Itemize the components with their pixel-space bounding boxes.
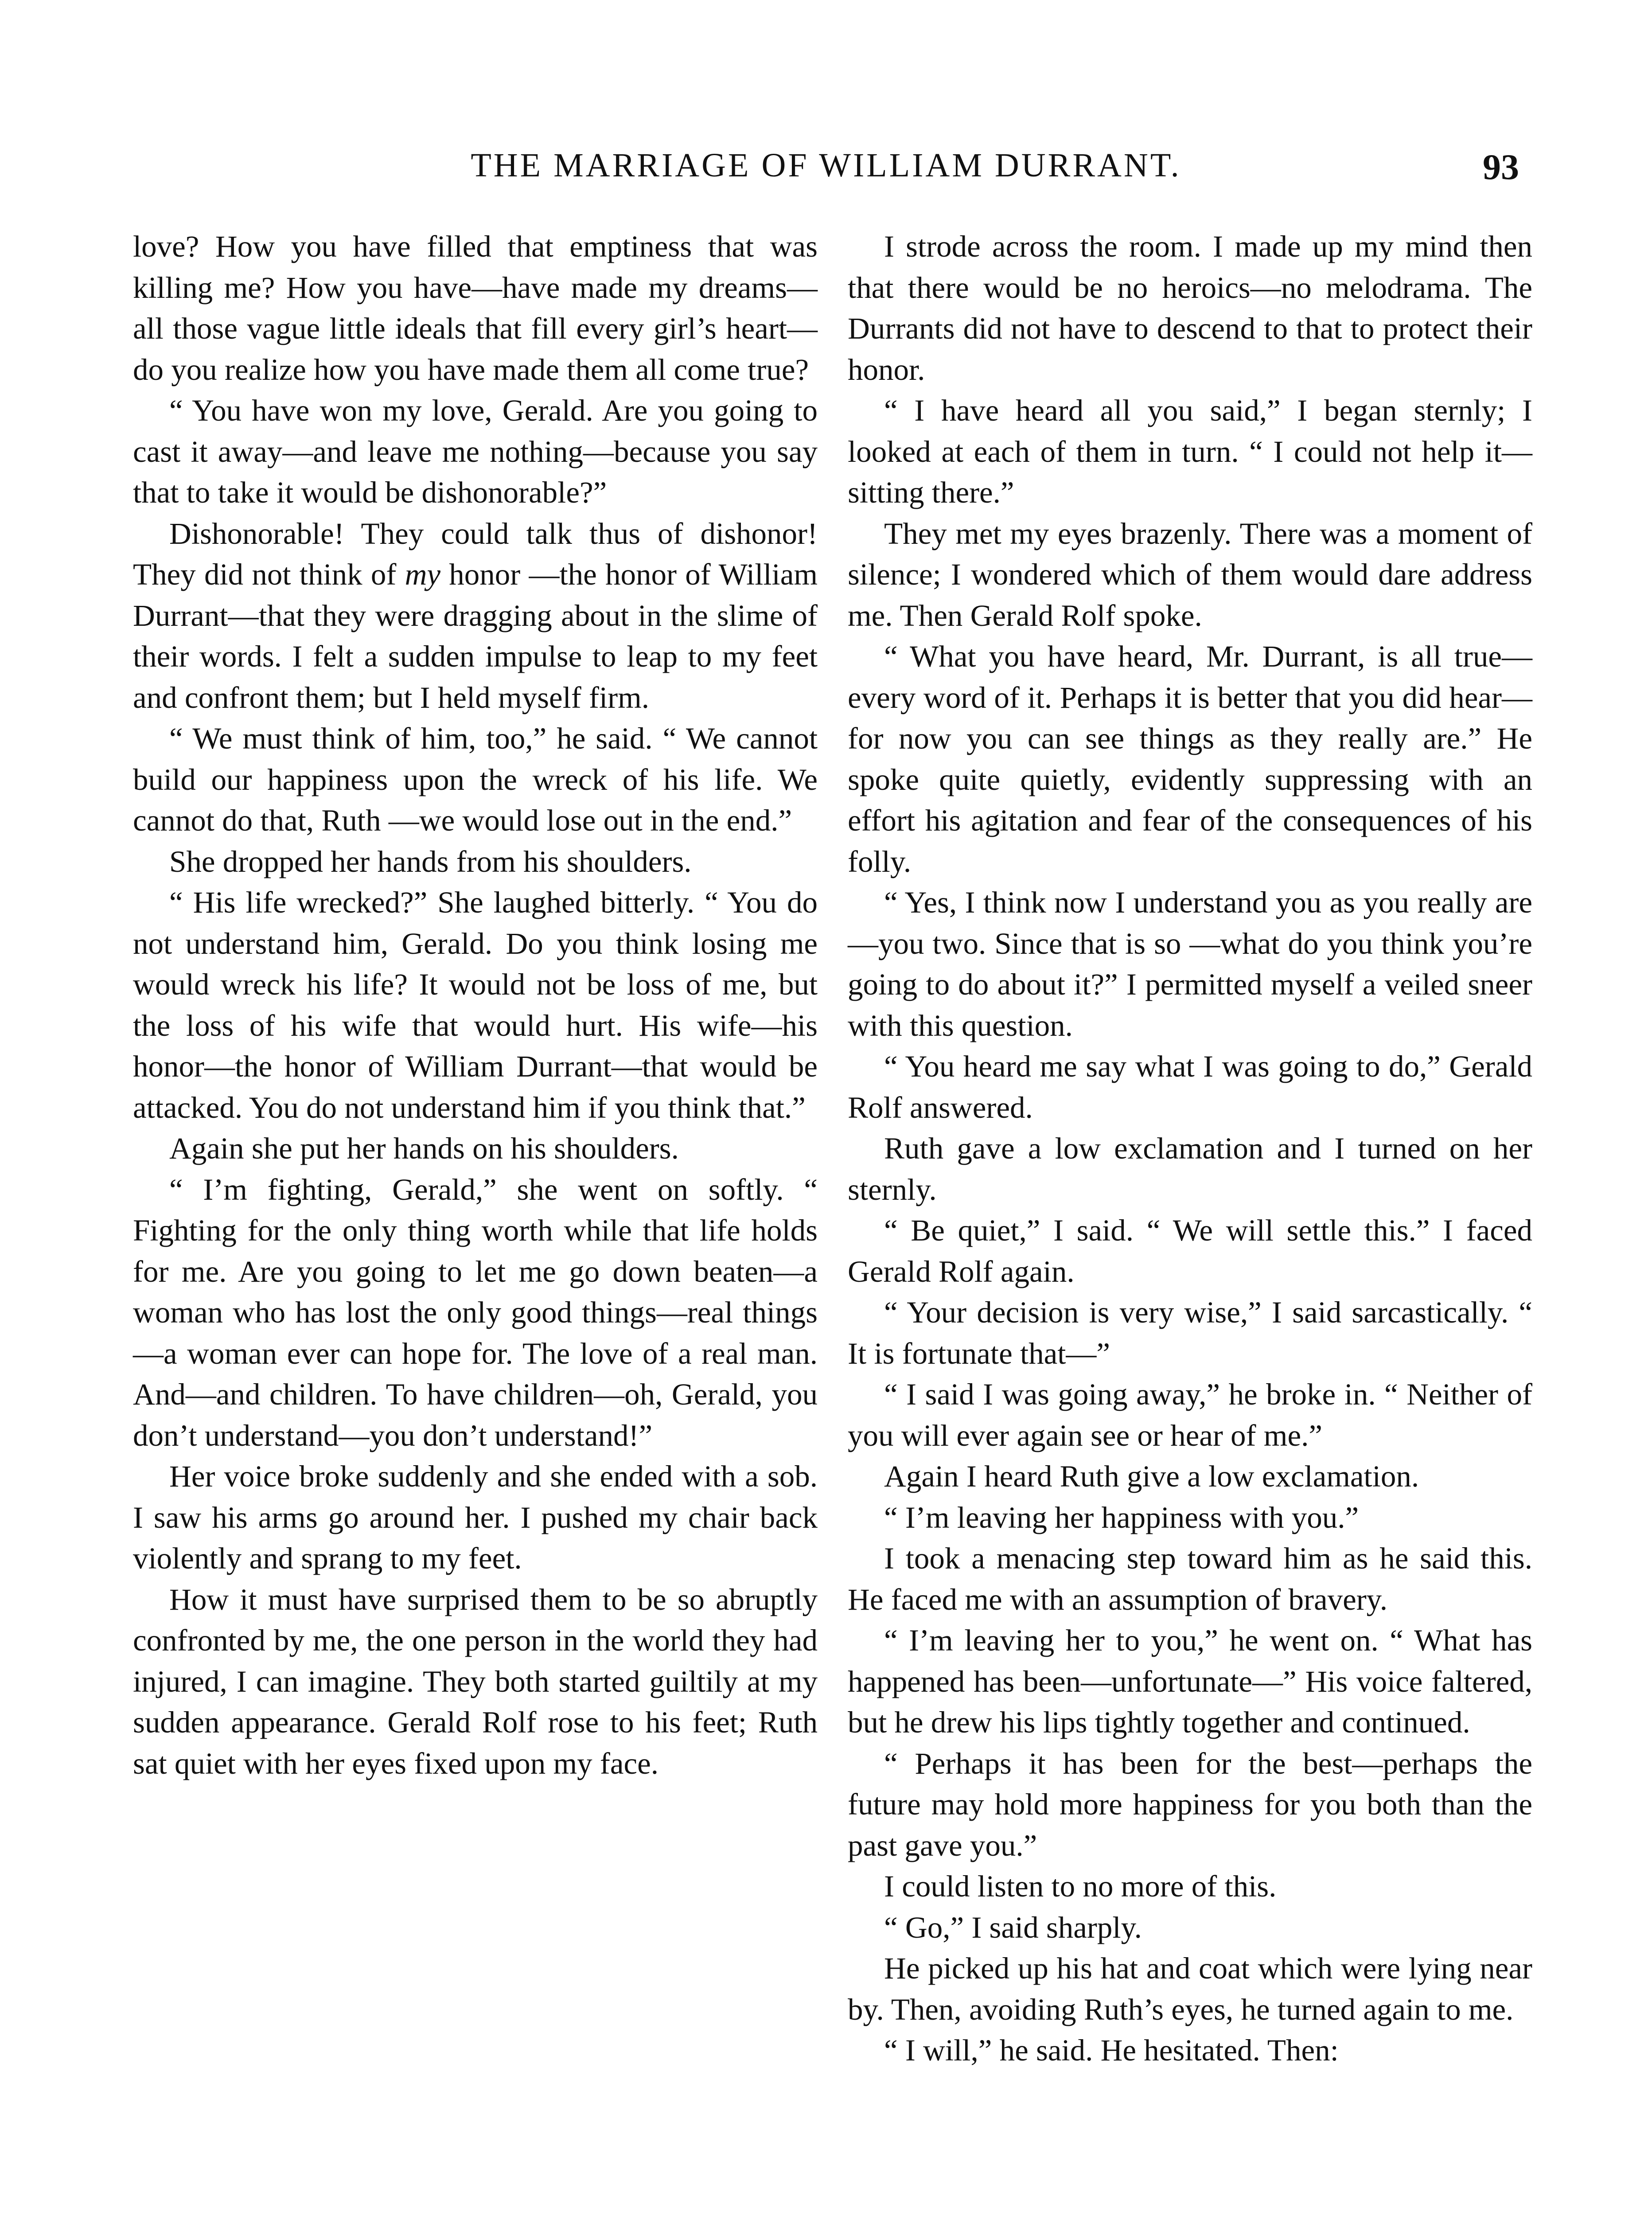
right-column — [848, 226, 1532, 2216]
paragraph: I could listen to no more of this. — [884, 1869, 1277, 1903]
paragraph: “ We must think of him, too,” he said. “ We cannot build our happiness upon the wreck of his life. We cannot do that, Ruth —we would lose out in the end.” — [133, 722, 818, 837]
page-number: 93 — [1483, 147, 1519, 187]
running-title: THE MARRIAGE OF WILLIAM DURRANT. — [471, 147, 1181, 184]
paragraph: “ You have won my love, Gerald. Are you going to cast it away—and leave me nothing—because you say that to take it would be dishonorable?” — [133, 394, 818, 509]
paragraph: He picked up his hat and coat which were lying near by. Then, avoiding Ruth’s eyes, he turned again to me. — [848, 1951, 1532, 2026]
paragraph: love? How you have filled that emptiness that was killing me? How you have—have made my dreams—all those vague little ideals that fill every girl’s heart—do you realize how you have made them all come true? — [133, 230, 818, 386]
left-column — [133, 226, 818, 2216]
paragraph: I strode across the room. I made up my mind then that there would be no heroics—no melodrama. The Durrants did not have to descend to that to protect their honor. — [848, 230, 1532, 386]
paragraph: Again I heard Ruth give a low exclamation. — [884, 1459, 1419, 1493]
paragraph: Her voice broke suddenly and she ended with a sob. I saw his arms go around her. I pushed my chair back violently and sprang to my feet. — [133, 1459, 818, 1575]
paragraph: They met my eyes brazenly. There was a moment of silence; I wondered which of them would dare address me. Then Gerald Rolf spoke. — [848, 516, 1532, 632]
paragraph: “ Perhaps it has been for the best—perhaps the future may hold more happiness for you both than the past gave you.” — [848, 1746, 1532, 1862]
paragraph: “ I will,” he said. He hesitated. Then: — [884, 2033, 1339, 2067]
paragraph: “ Yes, I think now I understand you as you really are—you two. Since that is so —what do you think you’re going to do about it?” I permitted myself a veiled sneer with this question. — [848, 886, 1532, 1042]
paragraph: “ I’m leaving her to you,” he went on. “ What has happened has been—unfortunate—” His voice faltered, but he drew his lips tightly together and continued. — [848, 1623, 1532, 1739]
paragraph: “ I’m fighting, Gerald,” she went on softly. “ Fighting for the only thing worth while that life holds for me. Are you going to let me go down beaten—a woman who has lost the only good things—real things—a woman ever can hope for. The love of a real man. And—and children. To have children—oh, Gerald, you don’t understand—you don’t understand!” — [133, 1172, 818, 1452]
paragraph: “ I have heard all you said,” I began sternly; I looked at each of them in turn. “ I could not help it—sitting there.” — [848, 394, 1532, 509]
paragraph: “ His life wrecked?” She laughed bitterly. “ You do not understand him, Gerald. Do you think losing me would wreck his life? It would not be loss of me, but the loss of his wife that would hurt. His wife—his honor—the honor of William Durrant—that would be attacked. You do not understand him if you think that.” — [133, 886, 818, 1124]
paragraph: “ I’m leaving her happiness with you.” — [884, 1500, 1359, 1534]
paragraph: “ You heard me say what I was going to do,” Gerald Rolf answered. — [848, 1049, 1532, 1124]
running-head — [133, 146, 1519, 199]
paragraph: Dishonorable! They could talk thus of dishonor! They did not think of my honor —the honor of William Durrant—that they were dragging about in the slime of their words. I felt a sudden impulse to leap to my feet and confront them; but I held myself firm. — [133, 516, 818, 714]
paragraph: “ Your decision is very wise,” I said sarcastically. “ It is fortunate that—” — [848, 1295, 1532, 1370]
paragraph: “ I said I was going away,” he broke in. “ Neither of you will ever again see or hear of me.” — [848, 1377, 1532, 1452]
emphasis: my — [405, 558, 441, 591]
paragraph: I took a menacing step toward him as he said this. He faced me with an assumption of bravery. — [848, 1541, 1532, 1616]
paragraph: She dropped her hands from his shoulders. — [169, 844, 692, 878]
text-columns — [133, 226, 1532, 2216]
paragraph: Again she put her hands on his shoulders. — [169, 1131, 679, 1165]
paragraph: How it must have surprised them to be so abruptly confronted by me, the one person in the world they had injured, I can imagine. They both started guiltily at my sudden appearance. Gerald Rolf rose to his feet; Ruth sat quiet with her eyes fixed upon my face. — [133, 1582, 818, 1780]
paragraph: “ What you have heard, Mr. Durrant, is all true—every word of it. Perhaps it is better that you did hear—for now you can see things as they really are.” He spoke quite quietly, evidently suppressing with an effort his agitation and fear of the consequences of his folly. — [848, 640, 1532, 878]
paragraph: Ruth gave a low exclamation and I turned on her sternly. — [848, 1131, 1532, 1206]
paragraph: “ Go,” I said sharply. — [884, 1910, 1142, 1944]
paragraph: “ Be quiet,” I said. “ We will settle this.” I faced Gerald Rolf again. — [848, 1213, 1532, 1288]
